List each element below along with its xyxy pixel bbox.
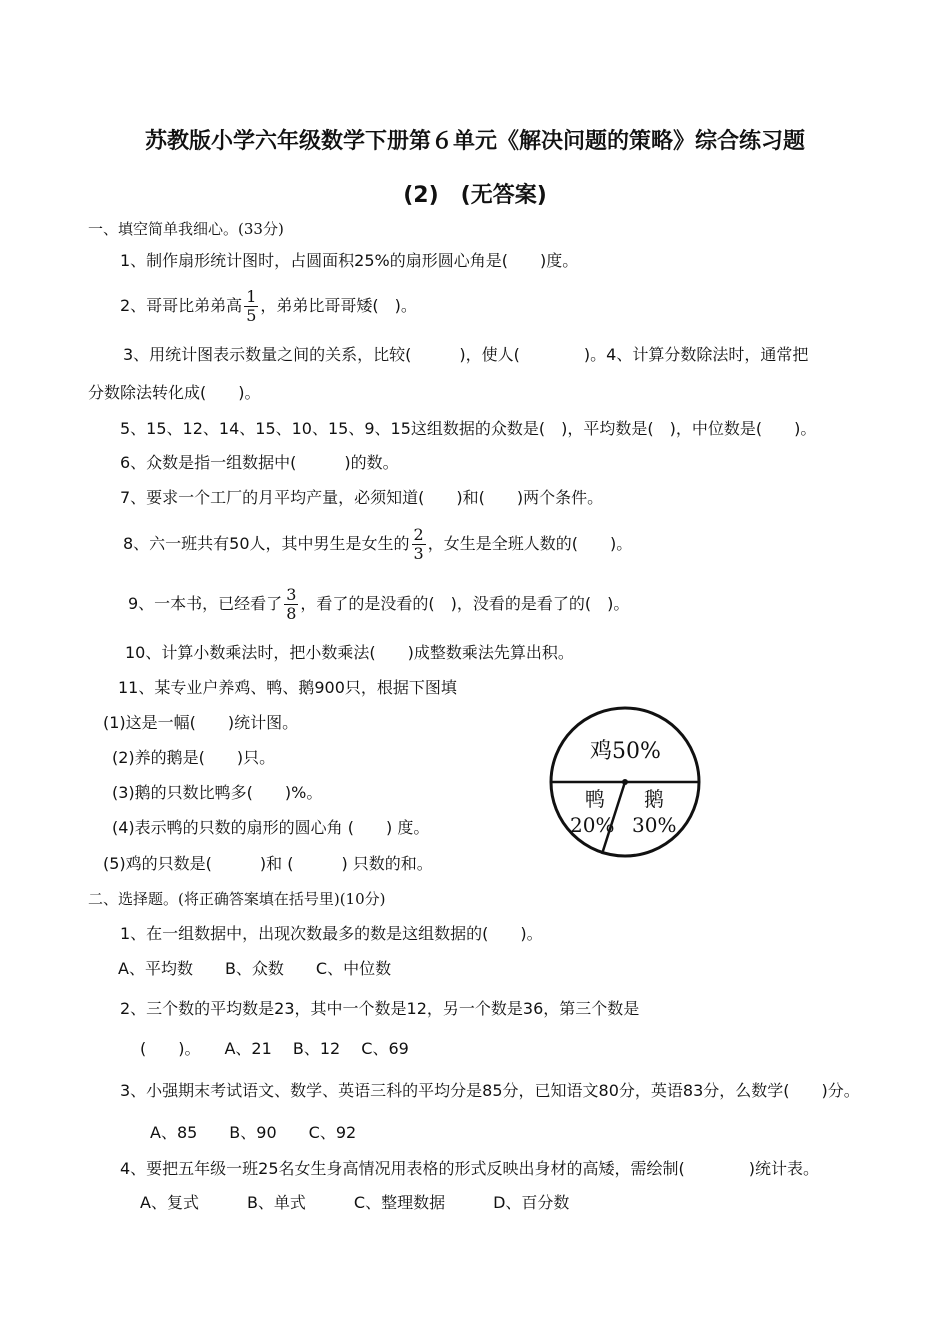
s2-q3-options: A、85 B、90 C、92 <box>150 1123 357 1142</box>
page-title-line1: 苏教版小学六年级数学下册第６单元《解决问题的策略》综合练习题 <box>144 129 805 154</box>
s1-q9-numerator: 3 <box>286 585 297 604</box>
s1-q9-text-b: ，看了的是没看的( )，没看的是看了的( )。 <box>300 594 630 613</box>
s1-q2-fraction <box>244 288 258 325</box>
s1-q2-text-b: ，弟弟比哥哥矮( )。 <box>260 296 417 315</box>
s1-q7: 7、要求一个工厂的月平均产量，必须知道( )和( )两个条件。 <box>120 488 604 507</box>
s1-q2-denominator: 5 <box>246 306 257 325</box>
s1-q8-text-b: ，女生是全班人数的( )。 <box>427 534 633 553</box>
s1-q3-continued: 分数除法转化成( )。 <box>88 383 261 402</box>
s1-q1: 1、制作扇形统计图时，占圆面积25%的扇形圆心角是( )度。 <box>120 251 579 270</box>
page-title-line2: (2) (无答案) <box>403 183 547 208</box>
pie-label-chicken: 鸡50% <box>590 739 661 764</box>
s1-q10: 10、计算小数乘法时，把小数乘法( )成整数乘法先算出积。 <box>125 643 574 662</box>
pie-value-duck: 20% <box>570 813 615 837</box>
section2-heading: 二、选择题。(将正确答案填在括号里)(10分) <box>88 890 386 908</box>
s1-q5: 5、15、12、14、15、10、15、9、15这组数据的众数是( )，平均数是( )，中位数是( )。 <box>120 419 817 438</box>
s1-q11-5: (5)鸡的只数是( )和 ( ) 只数的和。 <box>103 854 433 873</box>
s2-q3: 3、小强期末考试语文、数学、英语三科的平均分是85分，已知语文80分，英语83分，么数学( )分。 <box>120 1081 860 1100</box>
pie-label-duck: 鸭 <box>585 787 605 811</box>
s1-q8-denominator: 3 <box>413 544 424 563</box>
section1-heading: 一、填空简单我细心。(33分) <box>88 220 284 238</box>
pie-label-goose: 鹅 <box>644 787 664 811</box>
s1-q9 <box>128 584 629 624</box>
s2-q2-options: ( )。 A、21 B、12 C、69 <box>140 1039 409 1058</box>
s2-q1-options: A、平均数 B、众数 C、中位数 <box>118 959 392 978</box>
pie-value-goose: 30% <box>632 813 677 837</box>
s1-q8 <box>123 524 632 564</box>
s1-q9-denominator: 8 <box>286 604 297 623</box>
s1-q8-fraction <box>412 526 426 563</box>
s2-q2: 2、三个数的平均数是23，其中一个数是12，另一个数是36，第三个数是 <box>120 999 640 1018</box>
s1-q9-fraction <box>284 586 298 623</box>
s1-q6: 6、众数是指一组数据中( )的数。 <box>120 453 399 472</box>
s1-q9-text-a: 9、一本书，已经看了 <box>128 594 283 613</box>
s1-q3: 3、用统计图表示数量之间的关系，比较( )，使人( )。4、计算分数除法时，通常把 <box>123 345 809 364</box>
s1-q8-text-a: 8、六一班共有50人，其中男生是女生的 <box>123 534 410 553</box>
s1-q2-text-a: 2、哥哥比弟弟高 <box>120 296 243 315</box>
s1-q2 <box>120 286 417 326</box>
s1-q11-3: (3)鹅的只数比鸭多( )%。 <box>112 783 323 802</box>
s2-q4-options: A、复式 B、单式 C、整理数据 D、百分数 <box>140 1193 570 1212</box>
poultry-pie-chart <box>540 690 710 870</box>
pie-center-dot <box>622 779 628 785</box>
s1-q11-4: (4)表示鸭的只数的扇形的圆心角 ( ) 度。 <box>112 818 430 837</box>
s1-q8-numerator: 2 <box>413 525 424 544</box>
s1-q11: 11、某专业户养鸡、鸭、鹅900只，根据下图填 <box>118 678 457 697</box>
s2-q4: 4、要把五年级一班25名女生身高情况用表格的形式反映出身材的高矮，需绘制( )统计表。 <box>120 1159 820 1178</box>
s1-q11-2: (2)养的鹅是( )只。 <box>112 748 276 767</box>
s2-q1: 1、在一组数据中，出现次数最多的数是这组数据的( )。 <box>120 924 543 943</box>
s1-q2-numerator: 1 <box>246 287 257 306</box>
s1-q11-1: (1)这是一幅( )统计图。 <box>103 713 299 732</box>
